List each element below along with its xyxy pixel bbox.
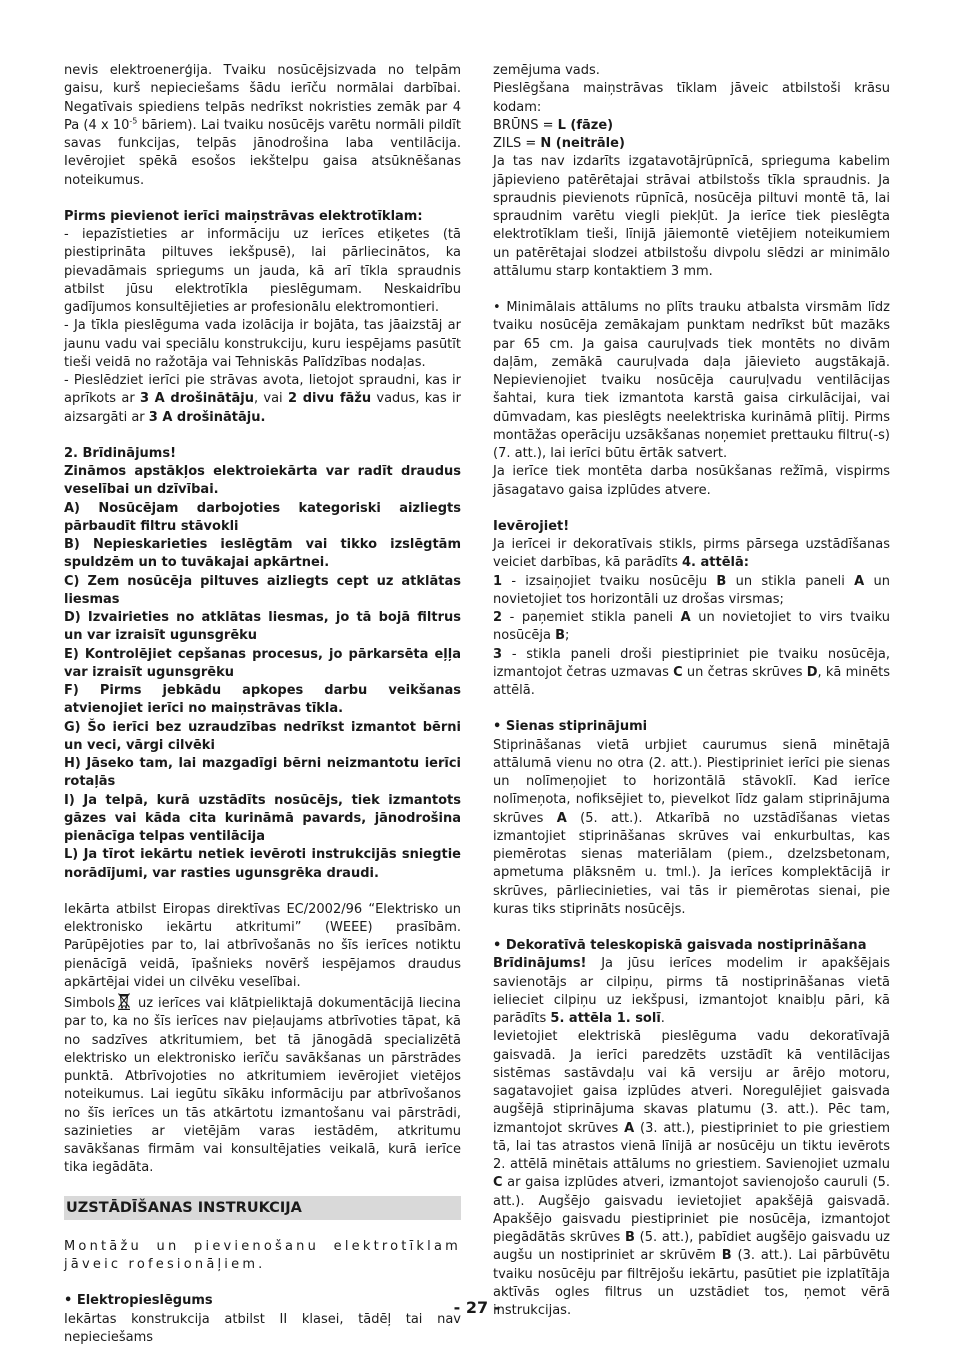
- duct-paragraph: Ievietojiet elektriskā pieslēguma vadu dekoratīvajā gaisvadā. Ja ierīci paredzēts uzstādīt kā ventilācijas sistēmas sastāvdaļu vai kā versiju ar ārējo motoru, sagatavojiet gaisa izplūdes atveri. Noregulējiet gaisvada augšējā stiprinājuma skavas platumu (3. att.). Pēc tam, izmantojot skrūves A (3. att.), piestipriniet to pie griestiem tā, lai tas atrastos vienā līnijā ar nosūcēju un tiktu ievērots 2. attēlā minētais attālums no griestiem. Savienojiet uzmalu C ar gaisa izplūdes atveri, izmantojot savienojošo cauruli (5. att.). Augšējo gaisvadu ievietojiet apakšējā gaisvadā. Apakšējo gaisvadu piestipriniet pie nosūcēja, izmantojot piegādātās skrūves B (5. att.), pabīdiet augšējo gaisvadu uz augšu un nostipriniet ar skrūvēm B (3. att.). Lai pārbūvētu tvaiku nosūcēju par filtrējošu iekārtu, pasūtiet pie izplatītāja aktīvās ogles filtrus un uzstādiet tos, ņemot vērā instrukcijas.: [493, 1029, 891, 1318]
- blue-wire-line: ZILS = N (neitrāle): [493, 136, 625, 151]
- warning-item: B) Nepieskarieties ieslēgtām vai tikko izslēgtām spuldzēm un to tuvākajai apkārtnei.: [64, 537, 461, 571]
- note-step-1: 1 - izsaiņojiet tvaiku nosūcēju B un stikla paneli A un novietojiet tos horizontāli uz drošas virsmas;: [493, 573, 890, 607]
- color-code-text: Pieslēgšana maiņstrāvas tīklam jāveic atbilstoši krāsu kodam:: [493, 81, 890, 115]
- exponent: -5: [129, 116, 138, 126]
- warning-item: F) Pirms jebkādu apkopes darbu veikšanas atvienojiet ierīci no maiņstrāvas tīkla.: [64, 683, 461, 717]
- wall-mount-paragraph: Stiprināšanas vietā urbjiet caurumus sienā minētajā attālumā vienu no otra (2. att.). Piestipriniet ierīci pie sienas un nolīmeņojiet to horizontālā stāvoklī. Kad ierīce nolīmeņota, nofiksējiet to, pievelkot līdz galam stiprinājuma skrūves A (5. att.). Atkarībā no uzstādīšanas vietas izmantojiet stiprināšanas skrūves vai enkurbultas, kas piemērotas sienas materiālam (piem., dzelzsbetonam, apmetuma plāksnēm u. tml.). Ja ierīces komplektācijā ir skrūves, pārliecinieties, vai tās ir piemērotas sienai, pie kuras tiks stiprināts nosūcējs.: [493, 737, 890, 917]
- exhaust-paragraph: Ja ierīce tiek montēta darba nosūkšanas režīmā, vispirms jāsagatavo gaisa izplūdes atvere.: [493, 464, 890, 498]
- warning-title: 2. Brīdinājums!: [64, 445, 176, 461]
- right-column: [493, 62, 890, 1320]
- electrical-paragraph: Iekārtas konstrukcija atbilst II klasei, tādēļ tai nav nepieciešams: [64, 1311, 461, 1345]
- connect-paragraph-2: - Ja tīkla pieslēguma vada izolācija ir bojāta, tas jāaizstāj ar jaunu vadu vai speciālu konstrukciju, kuru iespējams pasūtīt tieši veidā no ražotāja vai Tehniskās Palīdzības nodaļas.: [64, 318, 461, 370]
- crossed-bin-icon: [117, 992, 131, 1010]
- connect-paragraph-1: - iepazīstieties ar informāciju uz ierīces etiķetes (tā piestiprināta piltuves iekšpusē), lai pārliecinātos, ka pievadāmais spriegums un jauda, kā arī tīkla spraudnis atbilst jūsu elektrotīkla pieslēgumam. Neskaidrību gadījumos konsultējieties ar profesionālu elektromontieri.: [64, 227, 461, 315]
- warning-item: L) Ja tīrot iekārtu netiek ievēroti instrukcijās sniegtie norādījumi, var rasties ugunsgrēka draudi.: [64, 847, 461, 881]
- note-step-2: 2 - paņemiet stikla paneli A un novietojiet to virs tvaiku nosūcēja B;: [493, 610, 890, 644]
- intro-paragraph: nevis elektroenerģija. Tvaiku nosūcējsizvada no telpām gaisu, kurš nepieciešams šādu ierīču normālai darbībai. Negatīvais spiediens telpās nedrīkst nokristies zemāk par 4 Pa (4 x $10^{-5}$ bāriem). Lai tvaiku nosūcējs varētu normāli pildīt savas funkcijas, telpās jānodrošina laba ventilācija. Ievērojiet spēkā esošos iekštelpu gaisa atsūknēšanas noteikumus.: [64, 63, 461, 188]
- warning-item: E) Kontrolējiet cepšanas procesus, jo pārkarsēta eļļa var izraisīt ugunsgrēku: [64, 646, 461, 680]
- connect-paragraph-3: - Pieslēdziet ierīci pie strāvas avota, lietojot spraudni, kas ir aprīkots ar 3 A drošinātāju, vai 2 divu fāžu vadus, kas ir aizsargāti ar 3 A drošinātāju.: [64, 373, 462, 425]
- duct-warning: Brīdinājums! Ja jūsu ierīces modelim ir apakšējais savienotājs ar cilpiņu, pirms tā nostiprināšanas vietā ielieciet cilpiņu uz iekšpusi, izmantojot knaibļu pāri, kā parādīts 5. attēla 1. solī.: [493, 956, 890, 1026]
- ground-wire-text: zemējuma vads.: [493, 63, 600, 78]
- warning-item: H) Jāseko tam, lai mazgadīgi bērni neizmantotu ierīci rotaļās: [64, 756, 461, 790]
- installation-heading: UZSTĀDĪŠANAS INSTRUKCIJA: [64, 1196, 461, 1220]
- warning-item: C) Zem nosūcēja piltuves aizliegts cept uz atklātas liesmas: [64, 573, 461, 607]
- note-step-3: 3 - stikla paneli droši piestipriniet pie tvaiku nosūcēja, izmantojot četras uzmavas C un četras skrūves D, kā minēts attēlā.: [493, 646, 890, 698]
- warning-item: G) Šo ierīci bez uzraudzības nedrīkst izmantot bērni un veci, vārgi cilvēki: [64, 719, 461, 753]
- connect-title: Pirms pievienot ierīci maiņstrāvas elektrotīklam:: [64, 208, 423, 224]
- left-column: [64, 62, 461, 1347]
- install-intro: Montāžu un pievienošanu elektrotīklam jāveic rofesionāļiem.: [64, 1238, 461, 1272]
- warning-section: [64, 445, 461, 883]
- weee-paragraph-2: Simbols uz ierīces vai klātpieliktajā dokumentācijā liecina par to, ka no šīs ierīces nav pieļaujams atbrīvoties tāpat, kā no sadzīves atkritumiem, bet tā jānogādā specializētā elektrisko un elektronisko ierīču savākšanas un pārstrādes punktā. Atbrīvojoties no atkritumiem ievērojiet vietējos noteikumus. Lai iegūtu sīkāku informāciju par atbrīvošanos no šīs ierīces un tās atkārtotu izmantošanu vai pārstrādi, sazinieties ar vietējām varas iestādēm, atkritumu savākšanas firmām vai konsultējaties veikalā, kurā ierīce tika iegādāta.: [64, 992, 461, 1178]
- warning-item: D) Izvairieties no atklātas liesmas, jo tā bojā filtrus un var izraisīt ugunsgrēku: [64, 610, 461, 644]
- warning-item: A) Nosūcējam darbojoties kategoriski aizliegts pārbaudīt filtru stāvokli: [64, 500, 461, 534]
- wall-mount-title: • Sienas stiprinājumi: [493, 719, 648, 735]
- duct-title: • Dekoratīvā teleskopiskā gaisvada nostiprināšana: [493, 938, 867, 953]
- distance-paragraph: • Minimālais attālums no plīts trauku atbalsta virsmām līdz tvaiku nosūcēja zemākajam punktam nedrīkst būt mazāks par 65 cm. Ja gaisa cauruļvads tiek montēts no divām daļām, zemākā cauruļvada daļa jāievieto augstākajā. Nepievienojiet tvaiku nosūcēja cauruļvadu ventilācijas šahtai, kura tiek izmantota karstā gaisa cirkulācijai, vai dūmvadam, kas pieslēgts neelektriska kurināmā plītij. Pirms montāžas operāciju uzsākšanas noņemiet prettauku filtru(-s) (7. att.), lai ierīci būtu ērtāk satvert.: [493, 300, 890, 461]
- brown-wire-line: BRŪNS = L (fāze): [493, 117, 614, 133]
- warning-item: I) Ja telpā, kurā uzstādīts nosūcējs, tiek izmantots gāzes vai kāda cita kurināmā pavards, jānodrošina pienācīga telpas ventilācija: [64, 792, 461, 844]
- note-intro: Ja ierīcei ir dekoratīvais stikls, pirms pārsega uzstādīšanas veiciet darbības, kā parādīts 4. attēlā:: [493, 537, 890, 571]
- plug-paragraph: Ja tas nav izdarīts izgatavotājrūpnīcā, sprieguma kabelim jāpievieno patērētajai strāvai atbilstošs tīkla spraudnis. Ja spraudnis pievienots rūpnīcā, nosūcēja piltuvi montē tā, lai spraudnim varētu viegli piekļūt. Ja ierīce tiek pieslēgta elektrotīklam tieši, līnijā jāiemontē vietējiem noteikumiem un patērētajai slodzei atbilstošu divpolu slēdzi ar minimālo attālumu starp kontaktiem 3 mm.: [493, 154, 890, 279]
- note-title: Ievērojiet!: [493, 518, 570, 534]
- warning-item: Zināmos apstākļos elektroiekārta var radīt draudus veselībai un dzīvībai.: [64, 464, 461, 498]
- weee-paragraph-1: Iekārta atbilst Eiropas direktīvas EC/2002/96 “Elektrisko un elektronisko iekārtu atkritumi” (WEEE) prasībām. Parūpējoties par to, lai atbrīvošanās no šīs ierīces notiktu pienācīgā veidā, īpašnieks novērš iespējamos draudus apkārtējai videi un cilvēku veselībai.: [64, 901, 461, 990]
- page-number: - 27 -: [453, 1298, 501, 1317]
- electrical-title: • Elektropieslēgums: [64, 1293, 213, 1309]
